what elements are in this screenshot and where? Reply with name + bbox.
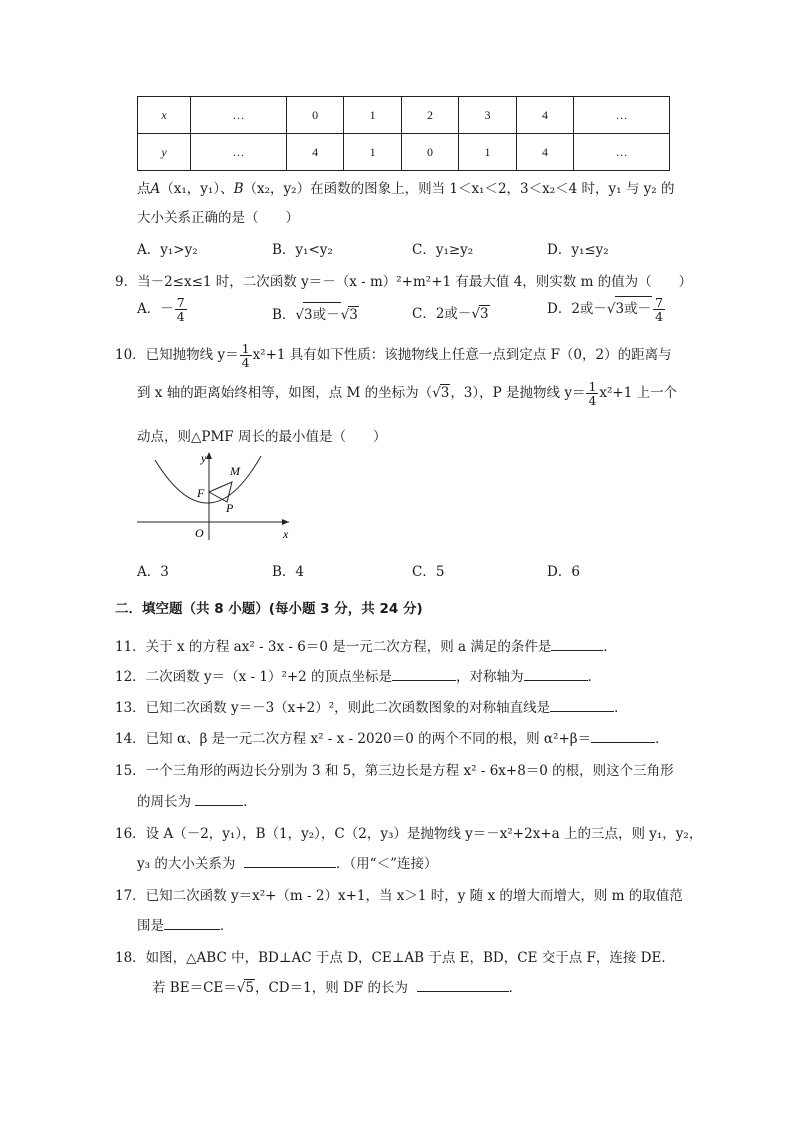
q10-option-c: C．5 [412,564,445,580]
table-cell: 1 [344,134,401,171]
table-cell: x [138,97,191,134]
q9-option-d: D．2或－√3或－ $\frac{7}{4}$ [547,295,664,325]
q17-line1: 17．已知二次函数 y＝x²+（m - 2）x+1，当 x＞1 时，y 随 x 的增大而增大，则 m 的取值范 [115,888,683,904]
answer-blank[interactable] [195,793,243,806]
label-p: P [226,501,234,515]
parabola-curve [155,456,261,503]
answer-blank[interactable] [551,638,603,651]
table-cell: 1 [459,134,516,171]
answer-blank[interactable] [392,668,456,681]
q8-stem-line1: 点A（x₁，y₁）、B（x₂，y₂）在函数的图象上，则当 1＜x₁＜2，3＜x₂＜4 时，y₁ 与 y₂ 的 [137,181,675,197]
label-m: M [230,464,240,478]
q8-option-a: A．y₁>y₂ [137,242,198,258]
fraction: $\frac{7}{4}$ [176,295,185,325]
q9-stem: 9．当－2≤x≤1 时，二次函数 y＝－（x - m）²+m²+1 有最大值 4，则实数 m 的值为（ ） [115,274,693,290]
q8-option-d: D．y₁≤y₂ [547,242,609,258]
table-row-y [138,134,670,171]
q9-option-b: B．√3或－√3 [272,302,359,323]
q8-option-b: B．y₁<y₂ [272,242,333,258]
answer-blank[interactable] [244,855,336,868]
label-f: F [197,486,205,500]
table-cell: … [574,97,670,134]
answer-blank[interactable] [164,917,220,930]
label-y: y [201,451,207,465]
fraction: $\frac{7}{4}$ [655,295,664,325]
parabola-figure [137,450,297,545]
q15-line1: 15．一个三角形的两边长分别为 3 和 5，第三边长是方程 x² - 6x+8＝0 的根，则这个三角形 [115,763,674,779]
q10-option-d: D．6 [547,564,580,580]
answer-blank[interactable] [550,699,614,712]
fraction: $\frac{1}{4}$ [588,379,597,409]
q15-line2: 的周长为 ． [137,794,257,810]
label-o: O [195,526,204,540]
answer-blank[interactable] [524,668,588,681]
table-cell: 2 [401,97,458,134]
q9-option-a: A．－ $\frac{7}{4}$ [137,295,185,325]
table-cell: … [191,97,287,134]
q10-option-b: B．4 [272,564,305,580]
q18-line1: 18．如图，△ABC 中，BD⊥AC 于点 D，CE⊥AB 于点 E，BD，CE 交于点 F，连接 DE． [115,950,675,966]
q10-stem-line2: 到 x 轴的距离始终相等，如图，点 M 的坐标为（√3，3），P 是抛物线 y＝ $\frac{1}{4}$ x²+1 上一个 [137,379,678,409]
table-cell: 0 [401,134,458,171]
q16-line2: y₃ 的大小关系为 ．（用“＜”连接） [137,856,438,872]
q13: 13．已知二次函数 y＝－3（x+2）²，则此二次函数图象的对称轴直线是 ． [115,700,628,716]
answer-blank[interactable] [417,979,509,992]
table-cell: … [191,134,287,171]
q10-option-a: A．3 [137,564,169,580]
table-cell: y [138,134,191,171]
table-cell: 4 [516,134,573,171]
table-row-x [138,97,670,134]
q9-option-c: C．2或－√3 [412,306,489,322]
section-heading-fill-in: 二．填空题（共 8 小题）(每小题 3 分，共 24 分) [115,601,423,617]
fraction: $\frac{1}{4}$ [241,341,250,371]
answer-blank[interactable] [591,730,655,743]
x-axis-arrow [282,519,289,525]
table-cell: 1 [344,97,401,134]
q8-stem-line2: 大小关系正确的是（ ） [137,210,299,226]
y-axis-arrow [206,452,212,459]
table-cell: 3 [459,97,516,134]
q11: 11．关于 x 的方程 ax² - 3x - 6＝0 是一元二次方程，则 a 满足的条件是 ． [115,639,617,655]
q14: 14．已知 α、β 是一元二次方程 x² - x - 2020＝0 的两个不同的根，则 α²+β＝ ． [115,731,669,747]
q16-line1: 16．设 A（－2，y₁），B（1，y₂），C（2，y₃）是抛物线 y＝－x²+2x+a 上的三点，则 y₁，y₂， [115,826,703,842]
table-cell: 4 [286,134,343,171]
table-cell: 0 [286,97,343,134]
q17-line2: 围是 ． [137,918,234,934]
q12: 12．二次函数 y＝（x - 1）²+2 的顶点坐标是 ，对称轴为 ． [115,669,602,685]
q18-line2: 若 BE＝CE＝√5，CD＝1，则 DF 的长为 ． [152,980,523,996]
table-cell: 4 [516,97,573,134]
q10-stem-line1: 10．已知抛物线 y＝ $\frac{1}{4}$ x²+1 具有如下性质：该抛物线上任意一点到定点 F（0，2）的距离与 [115,341,672,371]
xy-value-table [137,96,670,171]
label-x: x [283,527,289,541]
q8-option-c: C．y₁≥y₂ [412,242,474,258]
q10-stem-line3: 动点，则△PMF 周长的最小值是（ ） [137,429,387,445]
triangle-pmf [209,482,232,502]
table-cell: … [574,134,670,171]
